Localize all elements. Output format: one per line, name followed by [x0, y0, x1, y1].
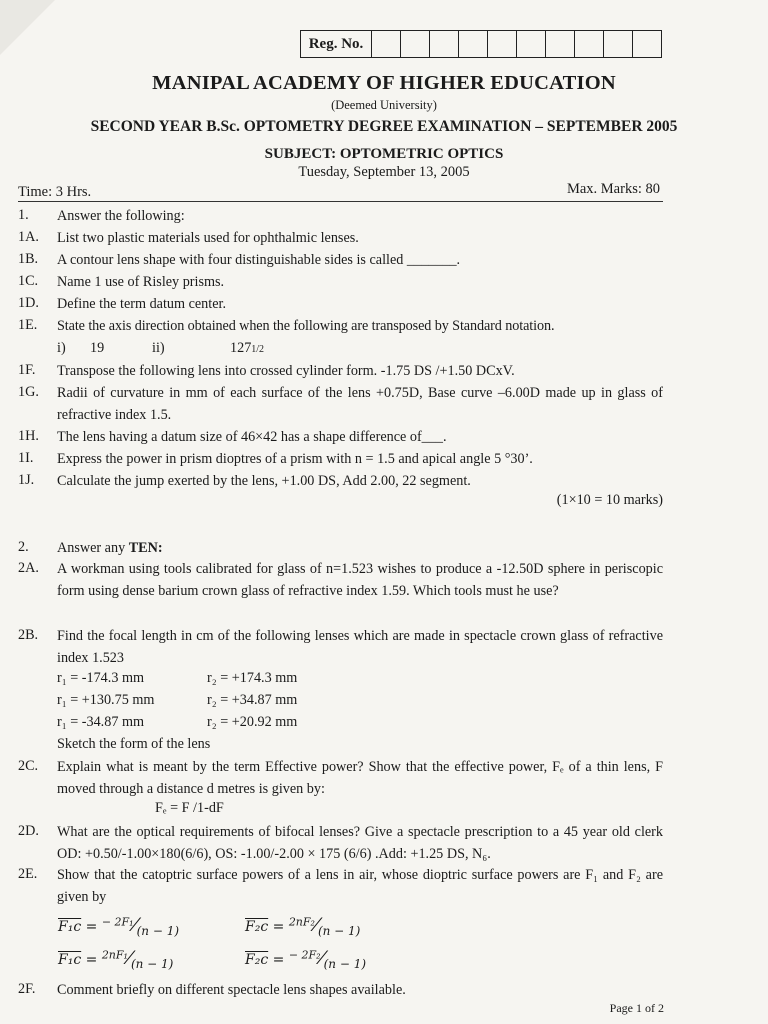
reg-digit-box: [604, 31, 633, 57]
q2f-text: Comment briefly on different spectacle lens shapes available.: [57, 982, 406, 998]
q2b-row3-r1: r₁ = -34.87 mm: [57, 714, 145, 730]
registration-number-box: [300, 30, 662, 58]
q2e-number: 2E.: [18, 866, 38, 882]
q2-text-prefix: Answer any: [57, 540, 129, 556]
q1a-text: List two plastic materials used for ophthalmic lenses.: [57, 230, 359, 246]
q2-text: [57, 537, 663, 559]
q2e-formula-4: $F_2c = ^{- 2F_2}⁄_{(n - 1)}$: [245, 948, 367, 971]
q1c-number: 1C.: [18, 273, 39, 289]
q1f-text: Transpose the following lens into crossed cylinder form. -1.75 DS /+1.50 DCxV.: [57, 363, 515, 379]
q1g-number: 1G.: [18, 384, 39, 400]
reg-digit-box: [546, 31, 575, 57]
max-marks: Max. Marks: 80: [566, 181, 660, 197]
exam-duration: Time: 3 Hrs.: [18, 184, 92, 200]
reg-digit-box: [372, 31, 401, 57]
formula-1-denominator: (n − 1): [136, 923, 180, 938]
subject-title: SUBJECT: OPTOMETRIC OPTICS: [264, 146, 504, 162]
formula-1-lhs: F₁c: [58, 919, 82, 935]
q1j-number: 1J.: [18, 472, 35, 488]
q1-number: 1.: [18, 207, 29, 223]
q1e-text: State the axis direction obtained when the following are transposed by Standard notation.: [57, 318, 555, 334]
exam-date: Tuesday, September 13, 2005: [298, 164, 470, 180]
q2b-row2-r2: r₂ = +34.87 mm: [207, 692, 298, 708]
q2b-row2-r1: r₁ = +130.75 mm: [57, 692, 155, 708]
q1b-number: 1B.: [18, 251, 39, 267]
formula-2-denominator: (n − 1): [317, 923, 361, 938]
reg-digit-box: [575, 31, 604, 57]
q2b-sketch: Sketch the form of the lens: [57, 736, 211, 752]
reg-digit-box: [488, 31, 517, 57]
reg-digit-box: [517, 31, 546, 57]
page-corner-fold: [0, 0, 55, 55]
reg-label: Reg. No.: [301, 31, 372, 57]
formula-3-lhs: F₁c: [58, 952, 82, 968]
q2e-formula-2: $F_2c = ^{2nF_2}⁄_{(n - 1)}$: [245, 915, 361, 938]
q1g-text: Radii of curvature in mm of each surface of the lens +0.75D, Base curve –6.00D made up in glass of refractive index 1.5.: [57, 385, 663, 423]
header-rule: [18, 201, 663, 202]
q1b-text: A contour lens shape with four distinguishable sides is called _______.: [57, 252, 461, 268]
q1-marks: (1×10 = 10 marks): [556, 492, 663, 508]
q2f-number: 2F.: [18, 981, 36, 997]
q1h-text: The lens having a datum size of 46×42 has a shape difference of___.: [57, 429, 447, 445]
formula-3-numerator: 2nF₁: [101, 948, 128, 962]
q1a-number: 1A.: [18, 229, 39, 245]
q1d-text: Define the term datum center.: [57, 296, 226, 312]
q1e-sub-i-label: i): [57, 340, 66, 356]
q2c-number: 2C.: [18, 758, 39, 774]
formula-4-denominator: (n − 1): [323, 956, 367, 971]
formula-4-numerator: − 2F₂: [288, 948, 321, 962]
reg-digit-box: [430, 31, 459, 57]
q2a-text: A workman using tools calibrated for glass of n=1.523 wishes to produce a -12.50D sphere in periscopic form using dense barium crown glass of refractive index 1.59. Which tools must he use?: [57, 561, 663, 599]
q1e-sub-ii-label: ii): [152, 340, 165, 356]
q1j-text: Calculate the jump exerted by the lens, +1.00 DS, Add 2.00, 22 segment.: [57, 473, 471, 489]
q1h-number: 1H.: [18, 428, 39, 444]
reg-digit-box: [459, 31, 488, 57]
q2b-row1-r2: r₂ = +174.3 mm: [207, 670, 298, 686]
q2-text-bold: TEN:: [128, 540, 163, 556]
q1e-sub-ii-whole: 127: [230, 340, 252, 356]
q1e-sub-i-value: 19: [90, 340, 105, 356]
q2a-number: 2A.: [18, 560, 39, 576]
q1i-text: Express the power in prism dioptres of a prism with n = 1.5 and apical angle 5 °30’.: [57, 451, 533, 467]
formula-1-numerator: − 2F₁: [101, 915, 134, 929]
q1d-number: 1D.: [18, 295, 39, 311]
q2c-formula: Fₑ = F /1-dF: [155, 800, 224, 816]
q2b-row1-r1: r₁ = -174.3 mm: [57, 670, 145, 686]
page-footer: Page 1 of 2: [609, 1001, 664, 1015]
institution-title: MANIPAL ACADEMY OF HIGHER EDUCATION: [152, 72, 616, 94]
q1c-text: Name 1 use of Risley prisms.: [57, 274, 225, 290]
q2d-number: 2D.: [18, 823, 39, 839]
q2b-text: Find the focal length in cm of the following lenses which are made in spectacle crown glass of refractive index 1.523: [57, 628, 663, 666]
deemed-university: (Deemed University): [331, 98, 437, 112]
reg-digit-box: [633, 31, 661, 57]
q2e-formula-3: $F_1c = ^{2nF_1}⁄_{(n - 1)}$: [58, 948, 174, 971]
q2-number: 2.: [18, 539, 29, 555]
q2e-formula-1: $F_1c = ^{- 2F_1}⁄_{(n - 1)}$: [58, 915, 180, 938]
formula-3-denominator: (n − 1): [130, 956, 174, 971]
q2c-text: Explain what is meant by the term Effective power? Show that the effective power, Fₑ of a thin lens, F moved through a distance d metres is given by:: [57, 759, 663, 797]
q1e-number: 1E.: [18, 317, 38, 333]
reg-digit-box: [401, 31, 430, 57]
q1e-sub-ii-fraction: 1/2: [251, 344, 265, 355]
formula-4-lhs: F₂c: [245, 952, 269, 968]
q2e-text: Show that the catoptric surface powers of a lens in air, whose dioptric surface powers are F₁ and F₂ are given by: [57, 867, 663, 905]
q2b-number: 2B.: [18, 627, 39, 643]
q1-text: Answer the following:: [57, 208, 185, 224]
formula-2-lhs: F₂c: [245, 919, 269, 935]
q1i-number: 1I.: [18, 450, 34, 466]
q1e-sub-ii-value: [230, 340, 264, 357]
q2b-row3-r2: r₂ = +20.92 mm: [207, 714, 298, 730]
q1f-number: 1F.: [18, 362, 36, 378]
exam-title: SECOND YEAR B.Sc. OPTOMETRY DEGREE EXAMINATION – SEPTEMBER 2005: [90, 118, 678, 135]
formula-2-numerator: 2nF₂: [288, 915, 315, 929]
q2d-text: What are the optical requirements of bifocal lenses? Give a spectacle prescription to a 45 year old clerk OD: +0.50/-1.00×180(6/6), OS: -1.00/-2.00 × 175 (6/6) .Add: +1.25 DS, N₆.: [57, 824, 663, 862]
